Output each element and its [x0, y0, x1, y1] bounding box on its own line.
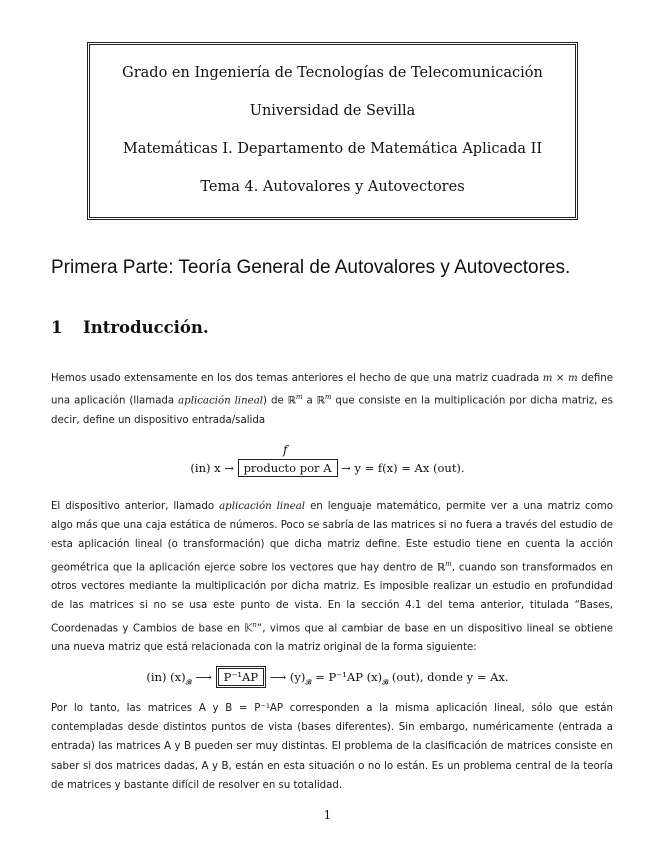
eq2-left: (in) (x): [146, 670, 186, 684]
eq1-left: (in) x →: [190, 461, 234, 475]
p1-text-f: que consiste en la multiplicación por dicha matriz, es decir, define un dispositivo entrada/salida: [51, 395, 613, 426]
eq1-right: → y = f(x) = Ax (out).: [341, 461, 465, 475]
paragraph-3: Por lo tanto, las matrices A y B = P⁻¹AP corresponden a la misma aplicación lineal, sólo que están contempladas desde distintos puntos de vista (bases diferentes). Sin embargo, numéricamente (entrada a entrada) las matrices A y B pueden ser muy distintas. El problema de la clasificación de matrices consiste en saber si dos matrices dadas, A y B, están en esta situación o no lo están. Es un problema central de la teoría de matrices y bastante difícil de resolver en su totalidad.: [51, 703, 613, 791]
eq2-tail: (out), donde y = Ax.: [391, 670, 509, 684]
section-number: 1: [51, 318, 63, 337]
section-heading: [51, 318, 209, 337]
eq2-result: = P⁻¹AP (x): [315, 670, 383, 684]
p1-text-d: ) de: [263, 395, 284, 407]
eq1-box: producto por A: [238, 459, 338, 477]
paragraph-2: El dispositivo anterior, llamado aplicación lineal en lenguaje matemático, permite ver a una matriz como algo más que una caja estática de números. Poco se sabría de las matrices si no fuera a través del estudio de esta aplicación lineal (o transformación) que dicha matriz define. Este estudio tiene en cuenta la acción geométrica que la aplicación ejerce sobre los vectores que hay dentro de ℝ$^m$, cuando son transformados en otros vectores mediante la multiplicación por dicha matriz. Es imposible realizar un estudio en profundidad de las matrices si no se usa este punto de vista. En la sección 4.1 del tema anterior, titulada “Bases, Coordenadas y Cambios de base en 𝕂$^n$”, vimos que al cambiar de base en un dispositivo lineal se obtiene una nueva matriz que está relacionada con la matriz original de la forma siguiente:: [51, 501, 614, 654]
p2-text-c: en lenguaje matemático, permite ver a una matriz como algo más que una caja estática de números. Poco se sabría de las matrices si no fuera a través del estudio de esta aplicación lineal (o transformación) que dicha matriz define. Este estudio tiene en cuenta la acción geométrica que la aplicación ejerce sobre los vectores que hay dentro de: [51, 501, 614, 573]
header-department: Matemáticas I. Departamento de Matemática Aplicada II: [122, 141, 543, 157]
eq2-right: (y): [289, 670, 306, 684]
p1-text-b: define una aplicación (llamada: [51, 373, 613, 407]
header-box: [87, 42, 578, 220]
eq1-function-label: f: [283, 443, 288, 457]
p2-term: aplicación lineal: [219, 501, 306, 512]
section-title: Introducción.: [83, 318, 209, 337]
eq2-box: P⁻¹AP: [216, 666, 266, 688]
header-university: Universidad de Sevilla: [249, 103, 416, 119]
p1-term: aplicación lineal: [178, 395, 264, 407]
page-number: 1: [323, 808, 332, 822]
p2-text-a: El dispositivo anterior, llamado: [51, 501, 215, 512]
header-topic: Tema 4. Autovalores y Autovectores: [200, 179, 465, 195]
p1-text-e: a: [306, 395, 313, 407]
header-degree: Grado en Ingeniería de Tecnologías de Telecomunicación: [122, 65, 543, 81]
paragraph-1: Hemos usado extensamente en los dos temas anteriores el hecho de que una matriz cuadrada m × m define una aplicación (llamada aplicación lineal) de ℝ$^m$ a ℝ$^m$ que consiste en la multiplicación por dicha matriz, es decir, define un dispositivo entrada/salida: [51, 373, 613, 426]
part-title: Primera Parte: Teoría General de Autovalores y Autovectores.: [51, 257, 571, 278]
p2-text-e: ”, vimos que al cambiar de base en un dispositivo lineal se obtiene una nueva matriz que está relacionada con la matriz original de la forma siguiente:: [51, 623, 614, 654]
equation-1: [0, 461, 655, 475]
p1-text-a: Hemos usado extensamente en los dos temas anteriores el hecho de que una matriz cuadrada: [51, 373, 540, 384]
p2-text-d: , cuando son transformados en otros vectores mediante la multiplicación por dicha matriz. Es imposible realizar un estudio en profundidad de las matrices si no se usa este punto de vista. En la sección 4.1 del tema anterior, titulada “Bases, Coordenadas y Cambios de base en: [51, 562, 613, 634]
equation-2: (in) $(x)_𝓑$ ⟶ P⁻¹AP ⟶ $(y)_𝓑 = P^{-1}AP$ $(x)_𝓑$ (out), donde y = Ax.: [0, 670, 655, 687]
